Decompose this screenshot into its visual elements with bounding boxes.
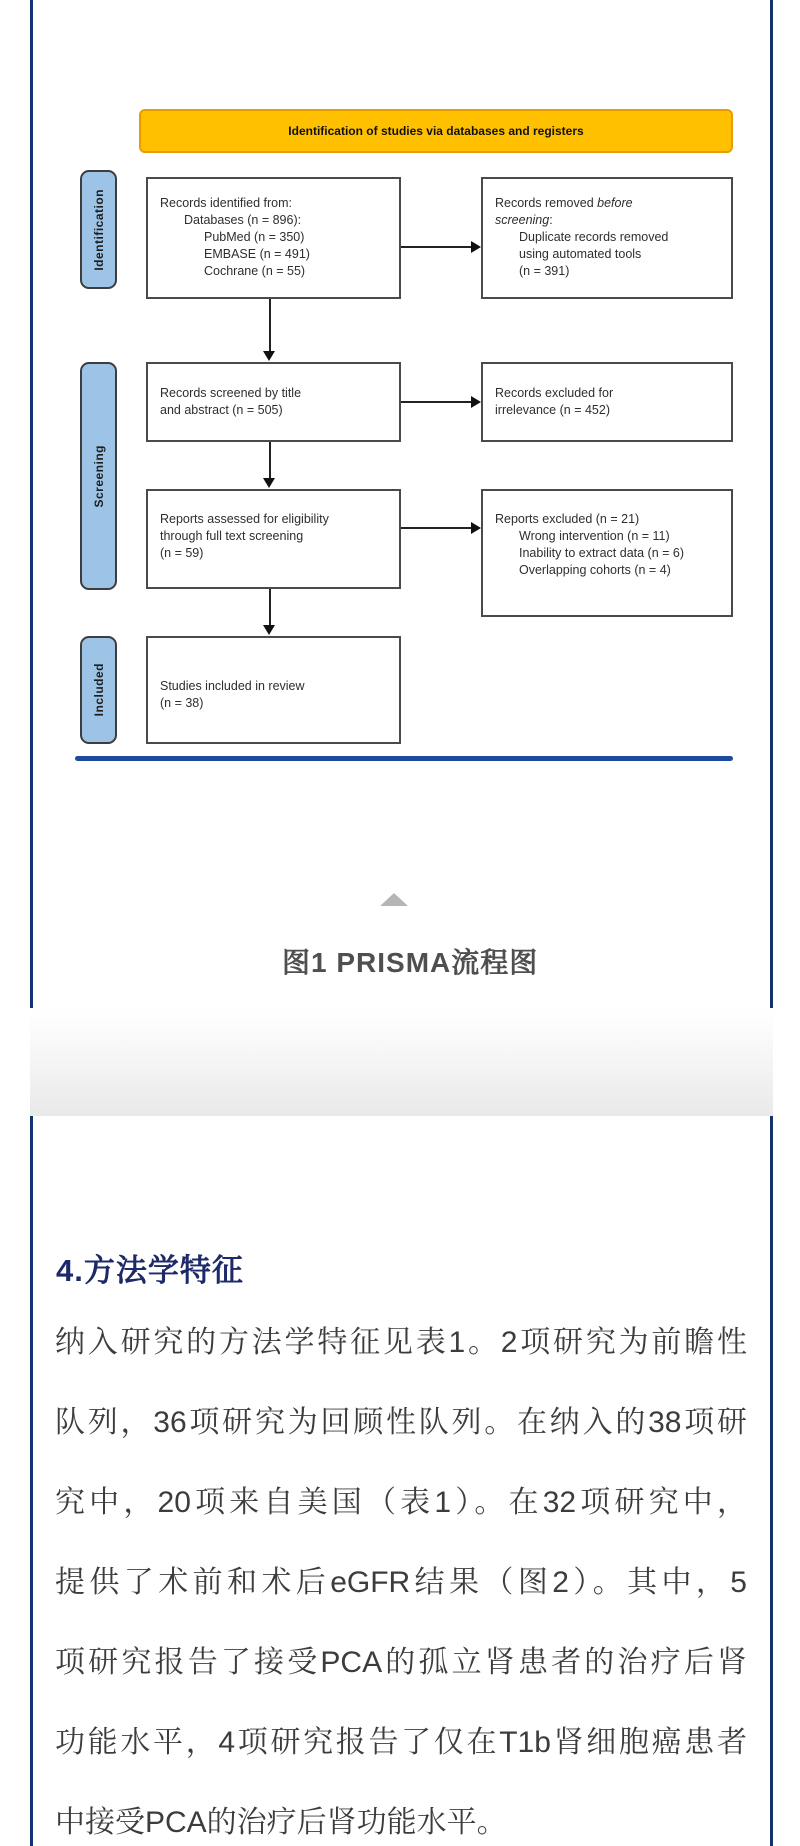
flow-arrowhead-down-icon bbox=[263, 625, 275, 635]
box-reports-excluded bbox=[481, 489, 733, 617]
box-records-removed bbox=[481, 177, 733, 299]
box-text-line: using automated tools bbox=[519, 247, 642, 261]
body-paragraph bbox=[55, 1303, 747, 1846]
flow-arrowhead-right-icon bbox=[471, 522, 481, 534]
stage-label-screening bbox=[80, 362, 117, 590]
box-records-screened bbox=[146, 362, 401, 442]
box-records-identified bbox=[146, 177, 401, 299]
box-text-line: Inability to extract data (n = 6) bbox=[519, 546, 685, 560]
flow-arrow-down-icon bbox=[269, 442, 271, 479]
box-text-line: Wrong intervention (n = 11) bbox=[519, 529, 670, 543]
box-text-line: Records identified from: bbox=[160, 196, 293, 210]
flow-arrow-right-icon bbox=[401, 401, 473, 403]
box-text-line: (n = 391) bbox=[519, 264, 570, 278]
flow-arrow-right-icon bbox=[401, 527, 473, 529]
box-reports-assessed bbox=[146, 489, 401, 589]
stage-label-included bbox=[80, 636, 117, 744]
flow-arrowhead-down-icon bbox=[263, 351, 275, 361]
box-records-excluded-irrelevance bbox=[481, 362, 733, 442]
box-text-line: (n = 59) bbox=[160, 546, 204, 560]
box-text-line: Reports assessed for eligibility bbox=[160, 512, 329, 526]
prisma-banner bbox=[139, 109, 733, 153]
flow-arrow-right-icon bbox=[401, 246, 473, 248]
paragraph-line: 提供了术前和术后eGFR结果（图2）。其中，5 bbox=[55, 1566, 747, 1599]
box-text-line: and abstract (n = 505) bbox=[160, 403, 283, 417]
box-text-line: Reports excluded (n = 21) bbox=[495, 512, 640, 526]
stage-label-text: Screening bbox=[91, 444, 106, 508]
paragraph-line: 功能水平，4项研究报告了仅在T1b肾细胞癌患者 bbox=[55, 1726, 747, 1759]
stage-label-text: Identification bbox=[91, 188, 106, 271]
paragraph-line: 中接受PCA的治疗后肾功能水平。 bbox=[55, 1806, 507, 1839]
box-text-line: Overlapping cohorts (n = 4) bbox=[519, 563, 671, 577]
box-text-line: Records excluded for bbox=[495, 386, 614, 400]
stage-label-text: Included bbox=[91, 663, 106, 717]
prisma-banner-label: Identification of studies via databases and registers bbox=[288, 124, 584, 138]
paragraph-line: 项研究报告了接受PCA的孤立肾患者的治疗后肾 bbox=[55, 1646, 747, 1679]
box-text-line: Records screened by title bbox=[160, 386, 302, 400]
figure-caption: 图1 PRISMA流程图 bbox=[282, 947, 539, 978]
flow-arrowhead-right-icon bbox=[471, 241, 481, 253]
paragraph-line: 究中，20项来自美国（表1）。在32项研究中， bbox=[55, 1486, 747, 1519]
flow-arrowhead-right-icon bbox=[471, 396, 481, 408]
box-text-line: (n = 38) bbox=[160, 696, 204, 710]
box-text-line: PubMed (n = 350) bbox=[204, 230, 305, 244]
box-studies-included bbox=[146, 636, 401, 744]
stage-label-identification bbox=[80, 170, 117, 289]
box-text-line: Records removed before bbox=[495, 196, 633, 210]
collapse-arrow-icon[interactable] bbox=[380, 893, 408, 906]
box-text-line: Studies included in review bbox=[160, 679, 305, 693]
page-left-border bbox=[30, 0, 33, 1846]
page-right-border bbox=[770, 0, 773, 1846]
section-heading: 4.方法学特征 bbox=[56, 1253, 244, 1288]
box-text-line: irrelevance (n = 452) bbox=[495, 403, 610, 417]
paragraph-line: 队列，36项研究为回顾性队列。在纳入的38项研 bbox=[55, 1406, 747, 1439]
box-text-line: Databases (n = 896): bbox=[184, 213, 302, 227]
figure-divider-rule bbox=[75, 756, 733, 761]
box-text-line: Cochrane (n = 55) bbox=[204, 264, 306, 278]
box-text-line: EMBASE (n = 491) bbox=[204, 247, 310, 261]
flow-arrow-down-icon bbox=[269, 589, 271, 626]
box-text-line: through full text screening bbox=[160, 529, 304, 543]
flow-arrowhead-down-icon bbox=[263, 478, 275, 488]
flow-arrow-down-icon bbox=[269, 299, 271, 352]
page-break-shadow bbox=[30, 1008, 773, 1116]
box-text-line: Duplicate records removed bbox=[519, 230, 669, 244]
box-text-line: screening: bbox=[495, 213, 553, 227]
paragraph-line: 纳入研究的方法学特征见表1。2项研究为前瞻性 bbox=[55, 1326, 747, 1359]
